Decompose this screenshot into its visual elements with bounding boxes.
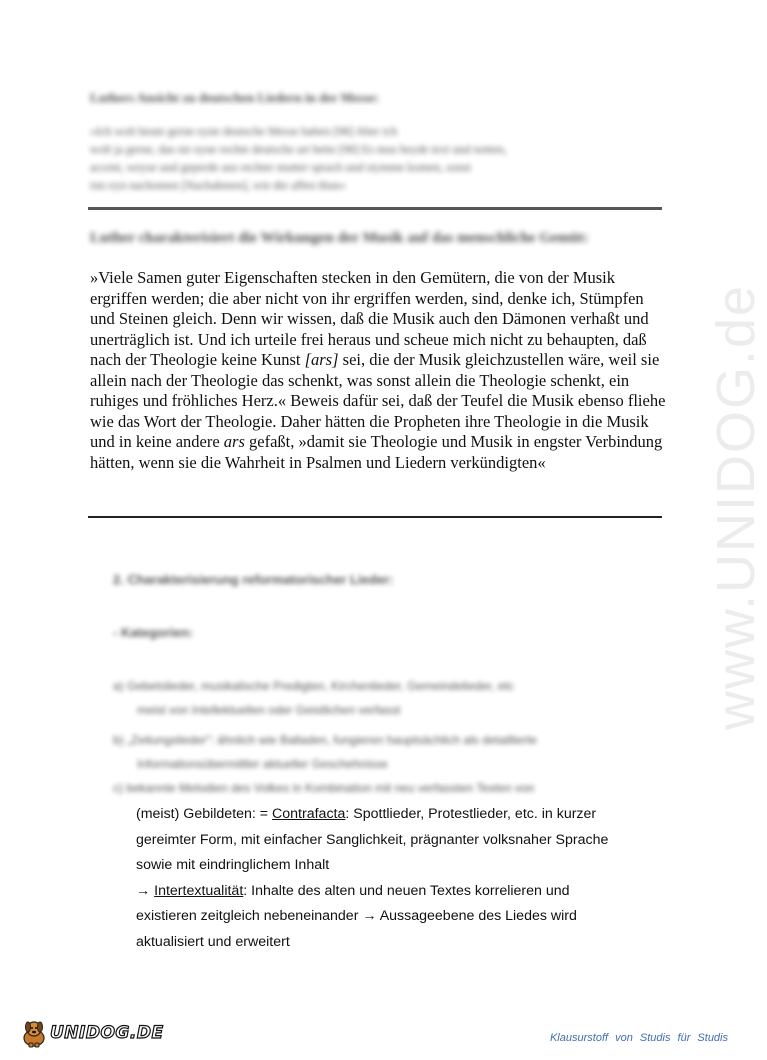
logo-text: UNIDOG.DE <box>50 1023 164 1043</box>
section1-quote <box>90 122 630 194</box>
section2-title: Luther charakterisiert die Wirkungen der Musik auf das menschliche Gemüt: <box>90 230 589 246</box>
intertextualitaet-term: Intertextualität <box>154 882 244 899</box>
quote-line: ists eyn nachomen [Nachahmen], wie die affen thun« <box>90 178 346 192</box>
text-line: (meist) Gebildeten: = Contrafacta: Spottlieder, Protestlieder, etc. in kurzer <box>136 806 597 822</box>
list-item-b: b) „Zeitungslieder": ähnlich wie Balladen, fungieren hauptsächlich als detaillierte Informationsübermittler aktueller Geschehnisse <box>113 733 537 771</box>
footer-tagline: Klausurstoff von Studis für Studis <box>549 1032 728 1044</box>
divider <box>88 207 662 210</box>
section3-heading: 2. Charakterisierung reformatorischer Lieder: <box>113 572 394 587</box>
ars-term: [ars] <box>304 350 339 369</box>
text-line: existieren zeitgleich nebeneinander → Aussageebene des Liedes wird <box>136 908 577 924</box>
list-item-c-text <box>136 802 656 955</box>
text-line: aktualisiert und erweitert <box>136 933 290 950</box>
quote-paragraph: »Viele Samen guter Eigenschaften stecken in den Gemütern, die von der Musik ergriffen werden; die aber nicht von ihr ergriffen werden, sind, denke ich, Stümpfen und Steinen gleich. Denn wir wissen, daß die Musik auch den Dämonen verhaßt und unerträglich ist. Und ich urteile frei heraus und scheue mich nicht zu behaupten, daß nach der Theologie keine Kunst [ars] sei, die der Musik gleichzustellen wäre, weil sie allein nach der Theologie das schenkt, was sonst allein die Theologie schenkt, ein ruhiges und fröhliches Herz.« Beweis dafür sei, daß der Teufel die Musik ebenso fliehe wie das Wort der Theologie. Daher hätten die Propheten ihre Theologie in die Musik und in keine andere ars gefaßt, »damit sie Theologie und Musik in engster Verbindung hätten, wenn sie die Wahrheit in Psalmen und Liedern verkündigten« <box>90 268 666 472</box>
ars-term: ars <box>223 432 245 451</box>
quote-line: wolt ja gerne, das sie eyne rechte deutsche art hette [98] Es mus beyde text und notten, <box>90 142 507 156</box>
text-line: gereimter Form, mit einfacher Sanglichkeit, prägnanter volksnaher Sprache <box>136 831 609 848</box>
section1-title: Luthers Ansicht zu deutschen Liedern in der Messe: <box>90 90 380 105</box>
dog-icon <box>20 1018 48 1048</box>
text-line: sowie mit eindringlichem Inhalt <box>136 857 330 873</box>
categories-label: - Kategorien: <box>113 625 194 640</box>
quote-line: accent, weyse und geperde aus rechter mutter sprach und stymme komen, sonst <box>90 160 471 174</box>
quote-line: »Ich wolt heute gerne eyne deutsche Messe haben [98] Aber ich <box>90 124 398 138</box>
list-item-a: a) Gebetslieder, musikalische Predigten, Kirchenlieder, Gemeindelieder, etc meist von Intellektuellen oder Geistlichen verfasst <box>113 679 514 717</box>
list-item-c-first-line: c) bekannte Melodien des Volkes in Kombination mit neu verfassten Texten von <box>113 781 535 795</box>
divider <box>88 516 662 518</box>
watermark-text: www.UNIDOG.de <box>706 283 766 730</box>
contrafacta-term: Contrafacta <box>272 806 346 822</box>
text-line: → Intertextualität: Inhalte des alten und neuen Textes korrelieren und <box>136 882 570 899</box>
luther-music-quote <box>90 268 666 473</box>
arrow-icon: → <box>136 882 155 899</box>
unidog-logo[interactable] <box>20 1018 164 1048</box>
